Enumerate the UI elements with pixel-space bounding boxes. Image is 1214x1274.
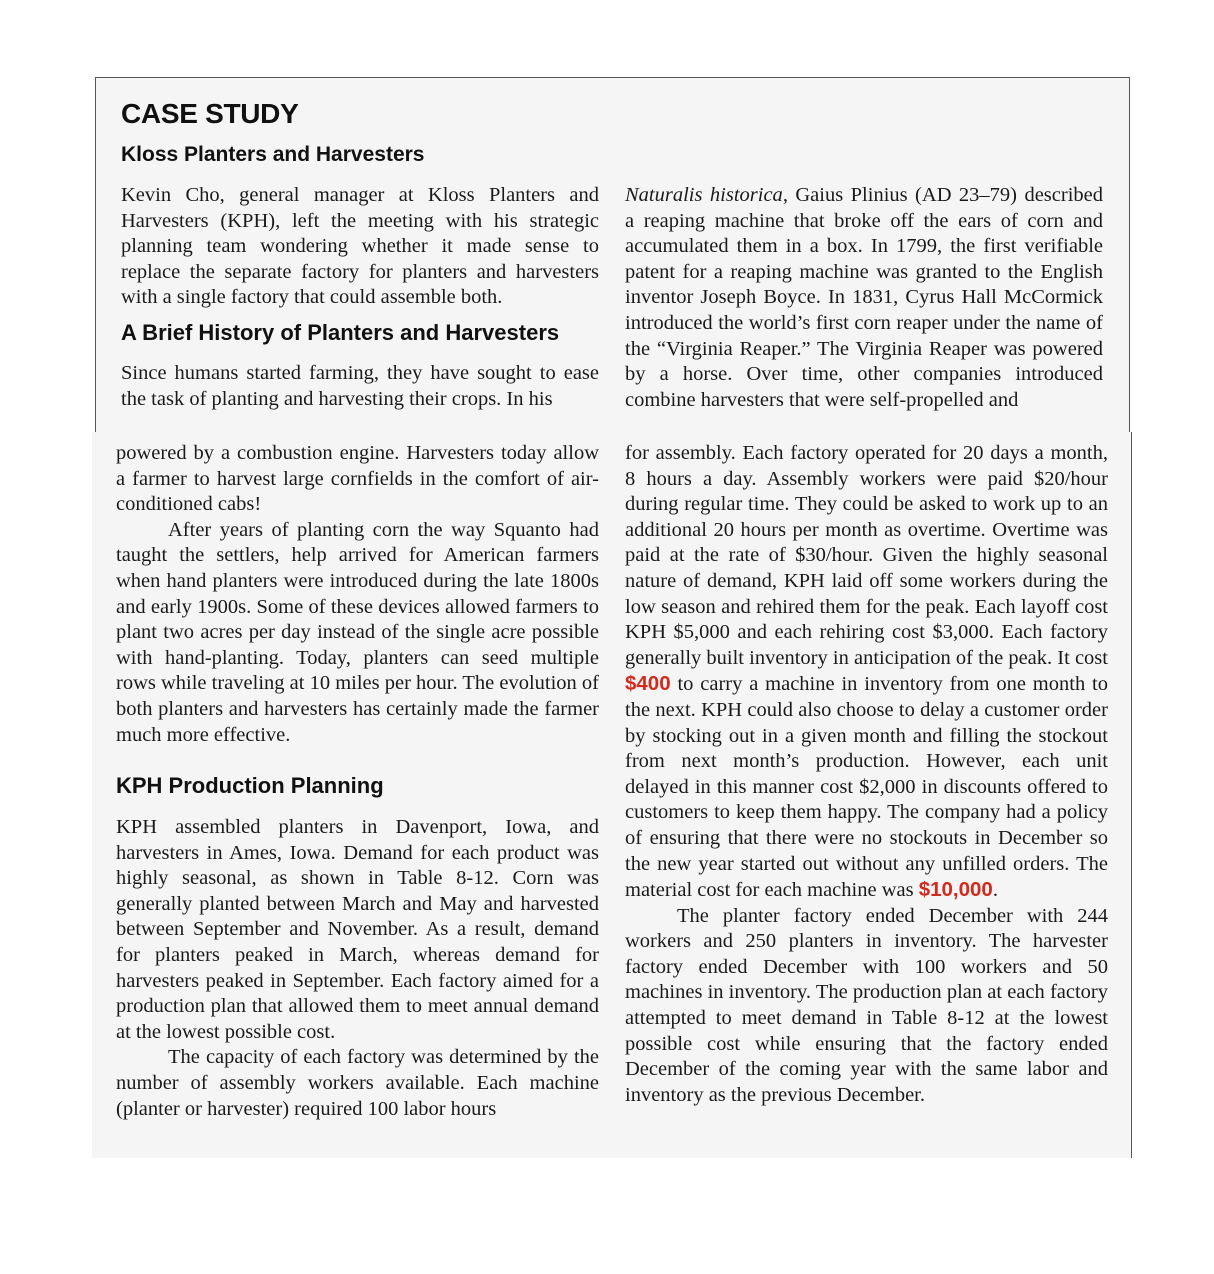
intro-paragraph: Kevin Cho, general manager at Kloss Planters and Harvesters (KPH), left the meeting with his strategic planning team wondering whether it made sense to replace the separate factory for planters and harvesters with a single factory that could assemble both. [121,184,599,309]
right-column-body [625,441,1108,1108]
history-paragraph: Since humans started farming, they have sought to ease the task of planting and harvesting their crops. In his [121,362,599,410]
planning-body [116,815,599,1122]
paragraph-costs: for assembly. Each factory operated for 20 days a month, 8 hours a day. Assembly workers were paid $20/hour during regular time. They could be asked to work up to an additional 20 hours per month as overtime. Overtime was paid at the rate of $30/hour. Given the highly seasonal nature of demand, KPH laid off some workers during the low season and rehired them for the peak. Each layoff cost KPH $5,000 and each rehiring cost $3,000. Each factory generally built inventory in anticipation of the peak. It cost $400 to carry a machine in inventory from one month to the next. KPH could also choose to delay a customer order by stocking out in a given month and filling the stockout from next month’s production. However, each unit delayed in this manner cost $2,000 in discounts offered to customers to keep them happy. The company had a policy of ensuring that there were no stockouts in December so the new year started out without any unfilled orders. The material cost for each machine was $10,000. [625,442,1108,902]
paragraph-planters: After years of planting corn the way Squanto had taught the settlers, help arrived for American farmers when hand planters were introduced during the late 1800s and early 1900s. Some of these devices allowed farmers to plant two acres per day instead of the single acre possible with hand-planting. Today, planters can seed multiple rows while traveling at 10 miles per hour. The evolution of both planters and harvesters has certainly made the farmer much more effective. [116,518,599,746]
paragraph-harvesters: powered by a combustion engine. Harvesters today allow a farmer to harvest large cornfields in the comfort of air-conditioned cabs! [116,442,599,516]
history-paragraph-continued: Naturalis historica, Gaius Plinius (AD 23–79) described a reaping machine that broke off the ears of corn and accumulated them in a box. In 1799, the first verifiable patent for a reaping machine was granted to the English inventor Joseph Boyce. In 1831, Cyrus Hall McCormick introduced the world’s first corn reaper under the name of the “Virginia Reaper.” The Virginia Reaper was powered by a horse. Over time, other companies introduced combine harvesters that were self-propelled and [625,184,1104,411]
material-cost-value: $10,000 [918,878,993,902]
paragraph-factory-state: The planter factory ended December with 244 workers and 250 planters in inventory. The harvester factory ended December with 100 workers and 50 machines in inventory. The production plan at each factory attempted to meet demand in Table 8-12 at the lowest possible cost while ensuring that the factory ended December of the coming year with the same labor and inventory as the previous December. [625,904,1108,1106]
left-column-body [116,441,599,748]
paragraph-factories: KPH assembled planters in Davenport, Iowa, and harvesters in Ames, Iowa. Demand for each product was highly seasonal, as shown in Table 8-12. Corn was generally planted between March and May and harvested between September and November. As a result, demand for planters peaked in March, whereas demand for harvesters peaked in September. Each factory aimed for a production plan that allowed them to meet annual demand at the lowest possible cost. [116,816,599,1043]
history-heading: A Brief History of Planters and Harvesters [121,320,560,345]
paragraph-capacity: The capacity of each factory was determined by the number of assembly workers available. Each machine (planter or harvester) required 100 labor hours [116,1046,599,1120]
planning-heading: KPH Production Planning [116,773,384,798]
book-title: Naturalis historica [625,184,783,206]
case-study-label: CASE STUDY [121,98,299,129]
carry-cost-value: $400 [625,672,671,696]
case-study-title: Kloss Planters and Harvesters [121,143,425,166]
